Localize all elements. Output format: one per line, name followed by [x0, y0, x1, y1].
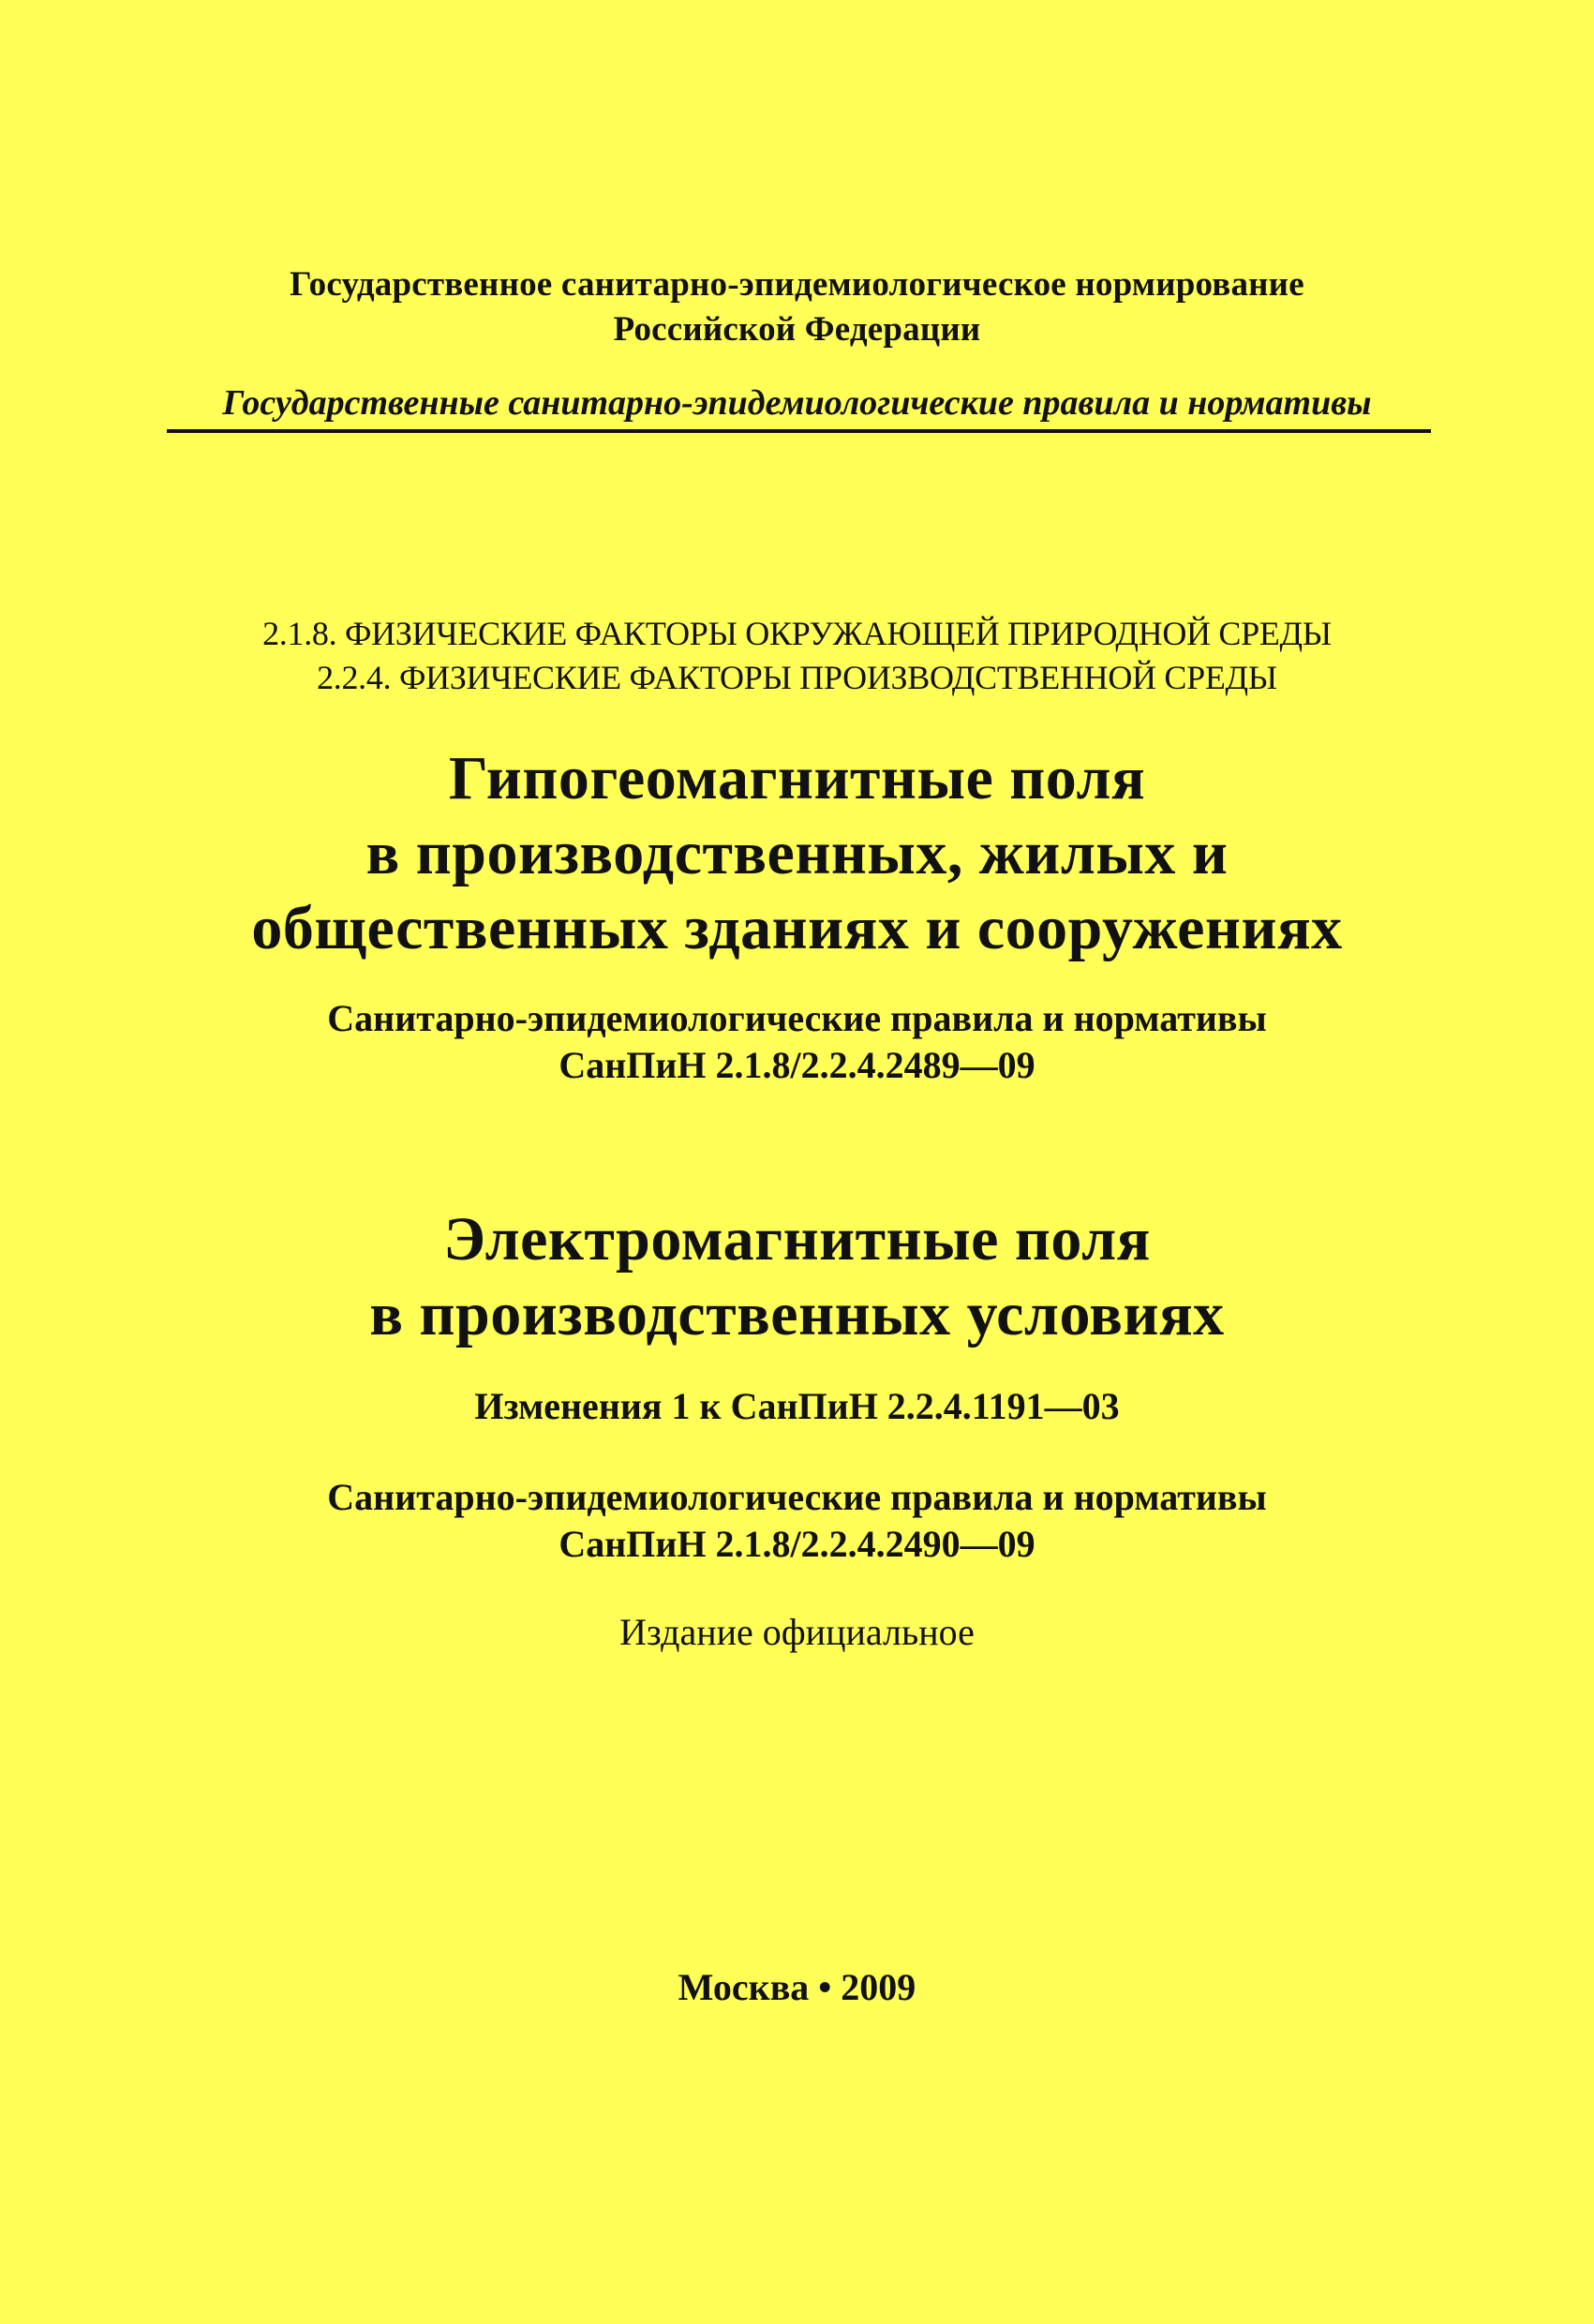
header-line-2: Российской Федерации [613, 310, 981, 349]
doc2-code: СанПиН 2.1.8/2.2.4.2490—09 [559, 1523, 1035, 1565]
series-underline [167, 429, 1431, 433]
imprint: Москва • 2009 [678, 1966, 916, 2008]
doc1-title-line-3: общественных зданиях и сооружениях [251, 894, 1343, 962]
doc2-amendment: Изменения 1 к СанПиН 2.2.4.1191—03 [474, 1385, 1120, 1427]
doc2-title-line-1: Электромагнитные поля [443, 1205, 1151, 1274]
doc2-type: Санитарно-эпидемиологические правила и нормативы [327, 1476, 1267, 1518]
header-line-1: Государственное санитарно-эпидемиологическое нормирование [290, 265, 1304, 304]
doc2-title-line-2: в производственных условиях [369, 1280, 1225, 1348]
doc1-type: Санитарно-эпидемиологические правила и нормативы [327, 997, 1267, 1039]
edition-label: Издание официальное [619, 1611, 975, 1653]
section-line-2: 2.2.4. ФИЗИЧЕСКИЕ ФАКТОРЫ ПРОИЗВОДСТВЕННОЙ СРЕДЫ [317, 659, 1277, 696]
doc1-title-line-1: Гипогеомагнитные поля [448, 744, 1146, 812]
series-title: Государственные санитарно-эпидемиологические правила и нормативы [222, 383, 1372, 423]
section-line-1: 2.1.8. ФИЗИЧЕСКИЕ ФАКТОРЫ ОКРУЖАЮЩЕЙ ПРИРОДНОЙ СРЕДЫ [262, 615, 1332, 652]
doc1-code: СанПиН 2.1.8/2.2.4.2489—09 [559, 1044, 1035, 1086]
doc1-title-line-2: в производственных, жилых и [365, 819, 1229, 887]
